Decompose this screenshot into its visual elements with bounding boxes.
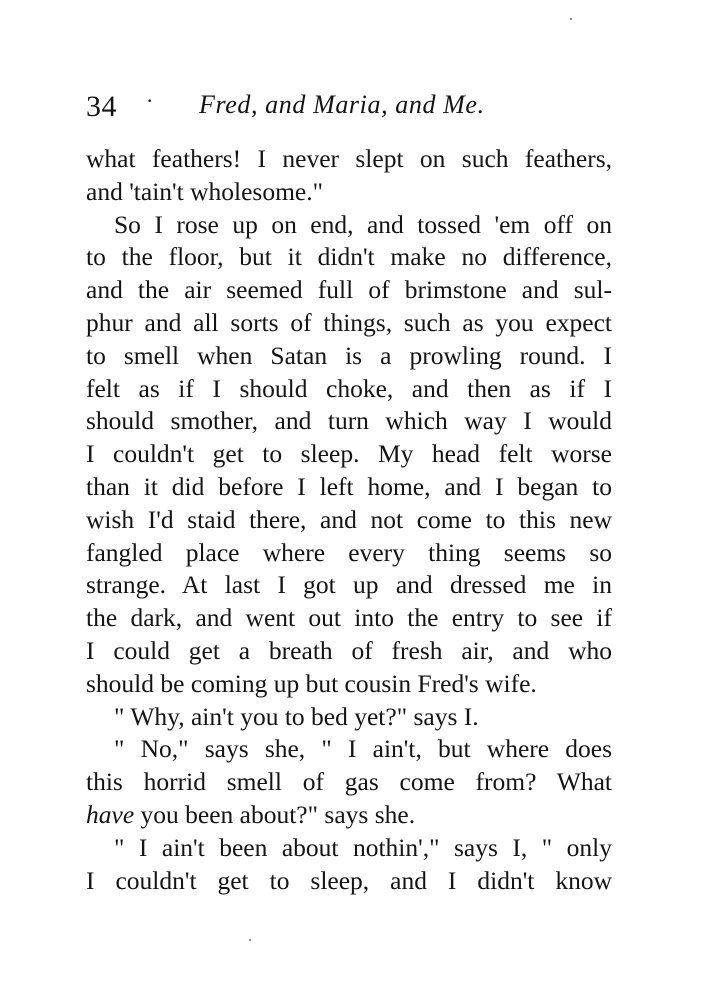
text-line-emphasis (86, 799, 612, 832)
text-line: " I ain't been about nothin'," says I, " only (114, 832, 612, 862)
text-line: should smother, and turn which way I would (86, 406, 612, 436)
text-line: wish I'd staid there, and not come to this new (86, 504, 612, 534)
running-head (86, 88, 626, 128)
text-line: I couldn't get to sleep. My head felt worse (86, 439, 612, 469)
paper-speck (249, 939, 251, 941)
text-line: this horrid smell of gas come from? What (86, 767, 612, 797)
running-title: Fred, and Maria, and Me. (199, 90, 485, 119)
text-line: should be coming up but cousin Fred's wife. (86, 668, 537, 698)
text-line: to smell when Satan is a prowling round. I (86, 340, 612, 370)
emphasis-word: have (86, 799, 135, 829)
text-line: I could get a breath of fresh air, and who (86, 635, 612, 665)
body-text (86, 143, 612, 897)
text-line: strange. At last I got up and dressed me in (86, 570, 612, 600)
text-line: " Why, ain't you to bed yet?" says I. (114, 701, 479, 731)
text-line: than it did before I left home, and I began to (86, 471, 612, 501)
text-line-rest: you been about?" says she. (140, 799, 416, 829)
text-line: phur and all sorts of things, such as you expect (86, 307, 612, 337)
text-line: felt as if I should choke, and then as if I (86, 373, 612, 403)
paper-speck (570, 18, 572, 20)
text-line: and 'tain't wholesome." (86, 176, 324, 206)
header-separator: · (146, 88, 154, 113)
text-line: to the floor, but it didn't make no difference, (86, 242, 612, 272)
page-number: 34 (86, 90, 117, 123)
text-line: and the air seemed full of brimstone and sul- (86, 275, 612, 305)
text-line: fangled place where every thing seems so (86, 537, 612, 567)
text-line: what feathers! I never slept on such feathers, (86, 144, 612, 173)
text-line: I couldn't get to sleep, and I didn't know (86, 865, 612, 895)
text-line: " No," says she, " I ain't, but where does (114, 734, 612, 764)
text-line: So I rose up on end, and tossed 'em off on (114, 209, 612, 239)
text-line: the dark, and went out into the entry to see if (86, 603, 612, 633)
